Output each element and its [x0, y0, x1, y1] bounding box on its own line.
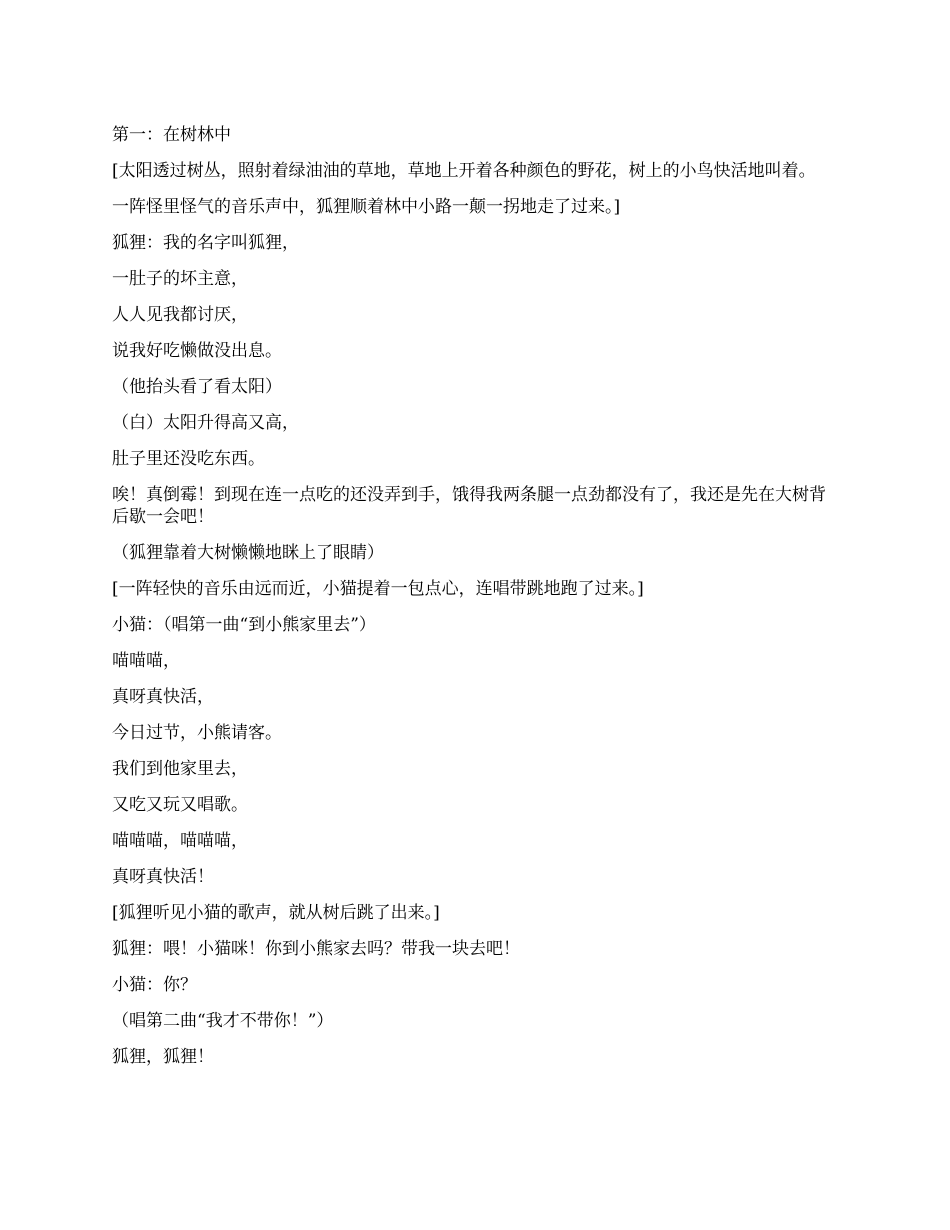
stage-direction: （他抬头看了看太阳）: [112, 377, 282, 397]
dialogue-line: 一肚子的坏主意，: [112, 269, 248, 289]
stage-direction: （唱第二曲“我才不带你！”）: [112, 1011, 334, 1031]
dialogue-line: 人人见我都讨厌，: [112, 305, 248, 325]
dialogue-line: 小猫：你？: [112, 975, 197, 995]
dialogue-line: 小猫：（唱第一曲“到小熊家里去”）: [112, 615, 376, 635]
dialogue-line: 肚子里还没吃东西。: [112, 449, 265, 469]
stage-direction: [狐狸听见小猫的歌声，就从树后跳了出来。]: [112, 903, 440, 923]
stage-direction: [太阳透过树丛，照射着绿油油的草地，草地上开着各种颜色的野花，树上的小鸟快活地叫着。: [112, 161, 816, 181]
dialogue-line: 狐狸：喂！小猫咪！你到小熊家去吗？带我一块去吧！: [112, 939, 520, 959]
dialogue-line: 唉！真倒霉！到现在连一点吃的还没弄到手，饿得我两条腿一点劲都没有了，我还是先在大树背后歇一会吧！: [112, 485, 826, 527]
song-line: 喵喵喵，喵喵喵，: [112, 831, 248, 851]
dialogue-line: （白）太阳升得高又高，: [112, 413, 299, 433]
song-line: 喵喵喵，: [112, 651, 180, 671]
stage-direction: [一阵轻快的音乐由远而近，小猫提着一包点心，连唱带跳地跑了过来。]: [112, 579, 644, 599]
dialogue-line: 狐狸：我的名字叫狐狸，: [112, 233, 299, 253]
song-line: 我们到他家里去，: [112, 759, 248, 779]
song-line: 真呀真快活，: [112, 687, 214, 707]
script-text: [112, 124, 840, 1082]
song-line: 今日过节，小熊请客。: [112, 723, 282, 743]
song-line: 狐狸，狐狸！: [112, 1047, 214, 1067]
song-line: 又吃又玩又唱歌。: [112, 795, 248, 815]
stage-direction: 一阵怪里怪气的音乐声中，狐狸顺着林中小路一颠一拐地走了过来。]: [112, 197, 621, 217]
song-line: 真呀真快活！: [112, 867, 214, 887]
dialogue-line: 说我好吃懒做没出息。: [112, 341, 282, 361]
stage-direction: （狐狸靠着大树懒懒地眯上了眼睛）: [112, 543, 384, 563]
scene-heading: 第一：在树林中: [112, 125, 231, 145]
